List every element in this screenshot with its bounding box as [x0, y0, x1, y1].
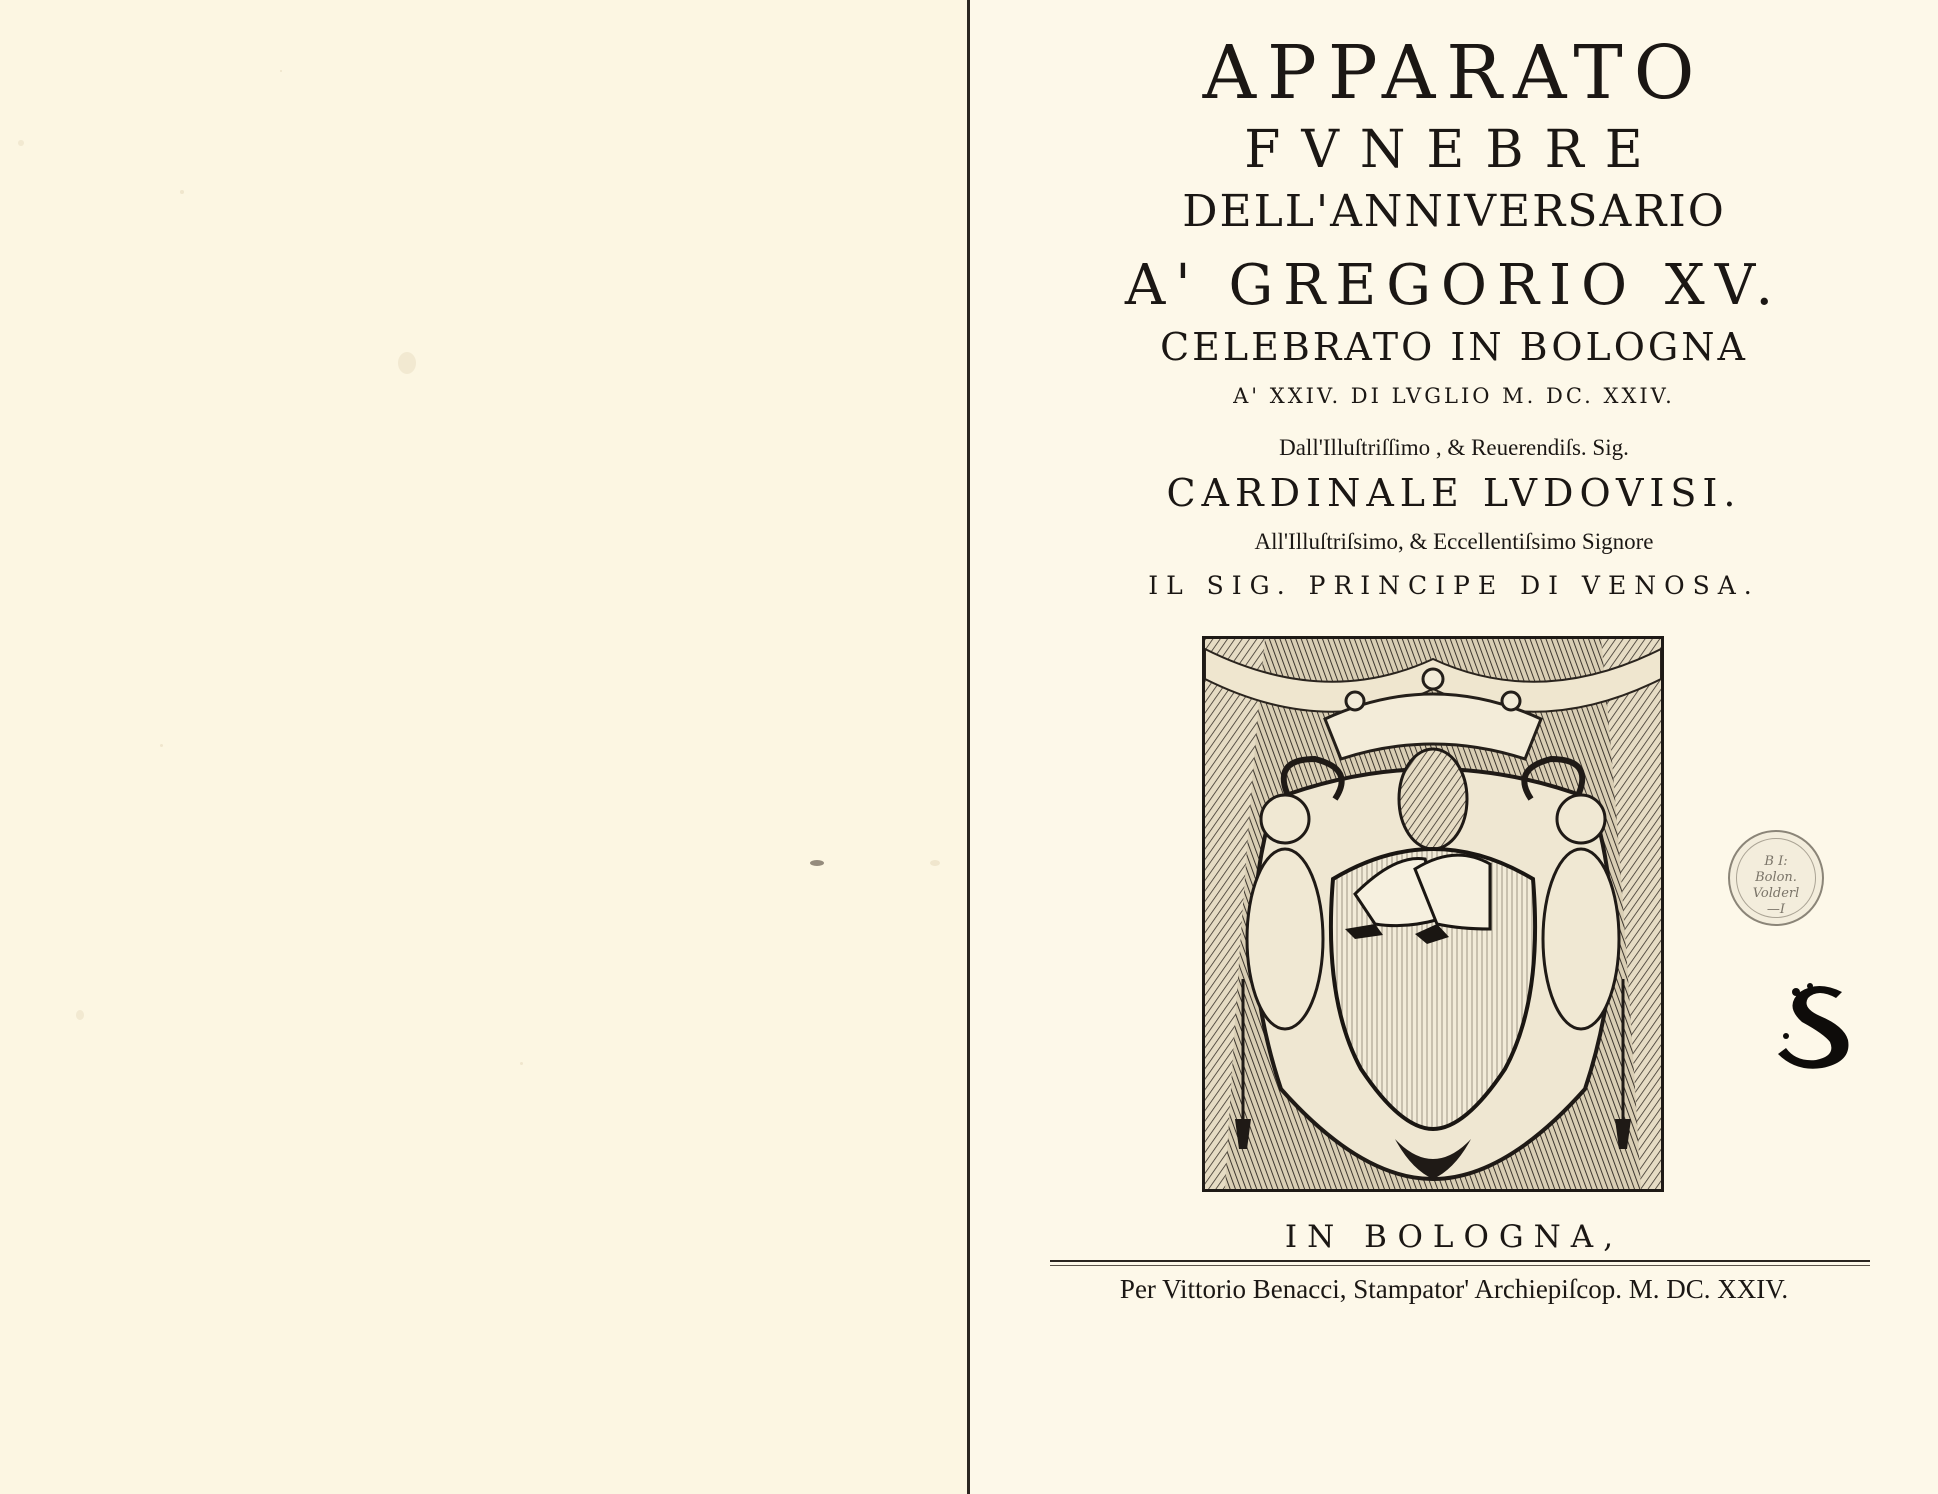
title-line-gregorio: A' GREGORIO XV.: [1124, 253, 1784, 318]
library-stamp-text: B I: Bolon. Volderl —I: [1752, 854, 1800, 917]
title-line-funebre: FVNEBRE: [1244, 120, 1664, 180]
imprint-rule: [1050, 1260, 1870, 1262]
title-line-celebrato: CELEBRATO IN BOLOGNA: [1160, 325, 1748, 369]
coat-of-arms-woodcut: [1202, 636, 1664, 1192]
title-line-all-illustrissimo: All'Illuſtriſsimo, & Eccellentiſsimo Signore: [1254, 529, 1654, 554]
library-stamp: [1728, 830, 1824, 926]
imprint-city: IN BOLOGNA,: [1284, 1219, 1624, 1255]
imprint-printer: Per Vittorio Benacci, Stampator' Archiepiſcop. M. DC. XXIV.: [1119, 1274, 1789, 1304]
blank-left-page: [0, 0, 968, 1494]
title-line-anniversario: DELL'ANNIVERSARIO: [1182, 186, 1726, 237]
title-line-dall-illustrissimo: Dall'Illuſtriſſimo , & Reuerendiſs. Sig.: [1279, 435, 1629, 460]
title-line-principe: IL SIG. PRINCIPE DI VENOSA.: [1148, 571, 1760, 600]
title-line-cardinale: CARDINALE LVDOVISI.: [1166, 471, 1742, 515]
title-line-apparato: APPARATO: [1202, 30, 1706, 116]
title-line-date: A' XXIV. DI LVGLIO M. DC. XXIV.: [1233, 384, 1675, 408]
imprint-rule-thin: [1050, 1265, 1870, 1266]
ownership-s-mark-icon: [1772, 978, 1868, 1070]
title-page: [970, 0, 1938, 1494]
